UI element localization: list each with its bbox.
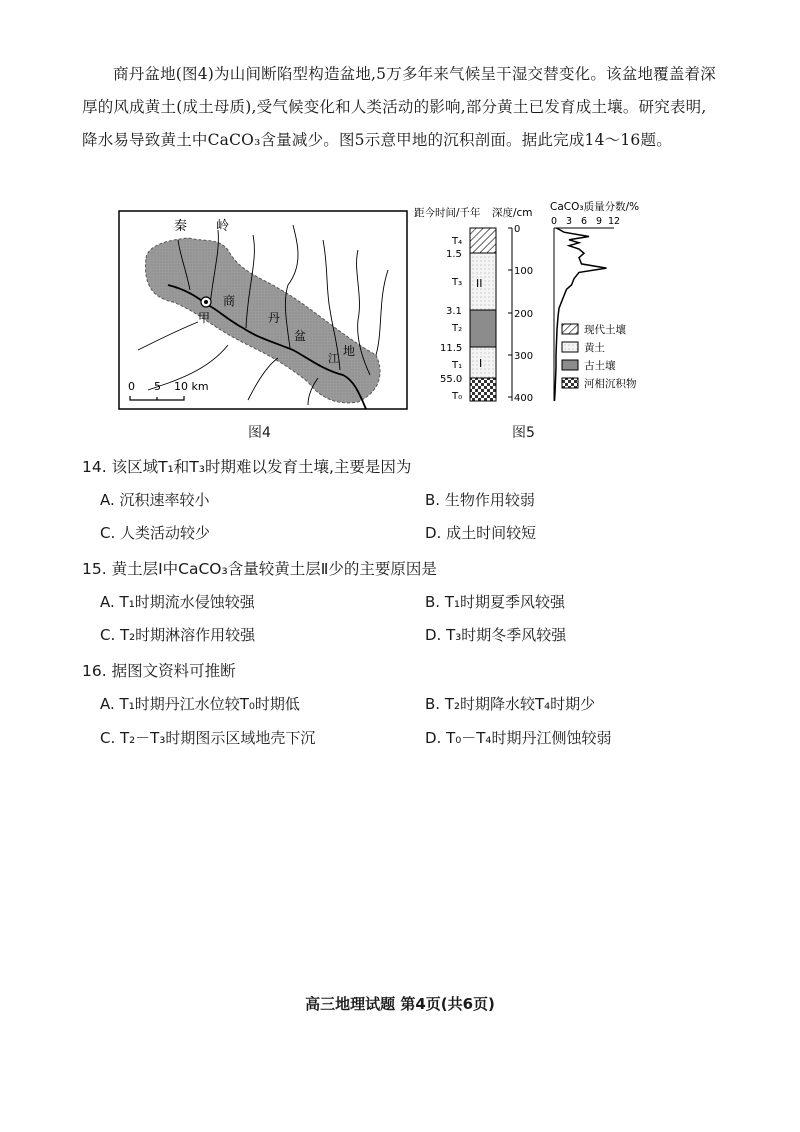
svg-text:0: 0: [551, 216, 558, 227]
svg-text:5: 5: [154, 380, 161, 393]
svg-text:9: 9: [596, 216, 603, 227]
label-jiang: 江: [328, 352, 339, 365]
q14-option-a[interactable]: A. 沉积速率较小: [100, 491, 210, 509]
caco3-axis: [551, 216, 620, 401]
svg-text:55.0: 55.0: [440, 374, 463, 385]
q15-option-c[interactable]: C. T₂时期淋溶作用较强: [100, 626, 256, 644]
label-dan-map: 丹: [268, 311, 281, 325]
svg-text:0: 0: [514, 224, 521, 235]
legend-fluvial: 河相沉积物: [584, 378, 637, 390]
svg-text:T₂: T₂: [452, 323, 463, 334]
intro-paragraph: 商丹盆地(图4)为山间断陷型构造盆地,5万多年来气候呈干湿交替变化。该盆地覆盖着深厚的风成黄土(成土母质),受气候变化和人类活动的影响,部分黄土已发育成土壤。研究表明,降水易导致黄土中CaCO₃含量减少。图5示意甲地的沉积剖面。据此完成14～16题。: [82, 65, 716, 149]
site-jia-marker: [201, 297, 211, 307]
svg-text:T₄: T₄: [452, 236, 463, 247]
header-depth: 深度/cm: [492, 207, 533, 219]
label-qin: 秦: [174, 219, 188, 234]
layer-loess-lower: [470, 347, 496, 378]
layer-label-II: II: [476, 277, 483, 290]
depth-axis: [508, 224, 533, 404]
figure4-caption: 图4: [248, 425, 271, 441]
figure5-caption: 图5: [512, 425, 535, 441]
svg-text:12: 12: [608, 216, 621, 227]
svg-text:400: 400: [514, 393, 534, 404]
q14-option-b[interactable]: B. 生物作用较弱: [425, 491, 535, 509]
q15-option-a[interactable]: A. T₁时期流水侵蚀较强: [100, 593, 255, 611]
svg-text:100: 100: [514, 266, 534, 277]
legend-modern-soil: 现代土壤: [584, 324, 626, 336]
figure4-map: [118, 210, 408, 410]
legend-loess: 黄土: [584, 342, 605, 354]
q14-option-d[interactable]: D. 成土时间较短: [425, 524, 537, 542]
svg-text:T₃: T₃: [452, 277, 463, 288]
label-site-jia: 甲: [198, 311, 211, 325]
header-caco3: CaCO₃质量分数/%: [550, 201, 640, 213]
layer-loess-upper: [470, 253, 496, 310]
question-16-stem: 16. 据图文资料可推断: [82, 662, 236, 680]
q15-option-b[interactable]: B. T₁时期夏季风较强: [425, 593, 566, 611]
q16-option-a[interactable]: A. T₁时期丹江水位较T₀时期低: [100, 695, 300, 713]
svg-text:200: 200: [514, 309, 534, 320]
svg-text:1.5: 1.5: [446, 249, 462, 260]
time-axis: [440, 236, 462, 402]
layer-fluvial: [470, 378, 496, 401]
svg-text:3: 3: [566, 216, 573, 227]
label-di: 地: [343, 344, 356, 358]
svg-text:3.1: 3.1: [446, 306, 462, 317]
svg-text:T₁: T₁: [452, 360, 463, 371]
q16-option-c[interactable]: C. T₂－T₃时期图示区域地壳下沉: [100, 729, 316, 747]
svg-text:11.5: 11.5: [440, 343, 463, 354]
layer-modern-soil: [470, 228, 496, 253]
layer-label-I: I: [479, 357, 483, 370]
question-15-stem: 15. 黄土层Ⅰ中CaCO₃含量较黄土层Ⅱ少的主要原因是: [82, 560, 437, 578]
svg-text:0: 0: [128, 380, 135, 393]
layer-paleosol: [470, 310, 496, 347]
question-14-stem: 14. 该区域T₁和T₃时期难以发育土壤,主要是因为: [82, 458, 412, 476]
figure5-profile: [412, 200, 672, 425]
label-pen: 盆: [294, 329, 307, 343]
q15-option-d[interactable]: D. T₃时期冬季风较强: [425, 626, 567, 644]
header-time: 距今时间/千年: [414, 207, 481, 219]
q16-option-b[interactable]: B. T₂时期降水较T₄时期少: [425, 695, 596, 713]
legend-paleosol: 古土壤: [584, 360, 616, 372]
legend: [562, 323, 637, 390]
q16-option-d[interactable]: D. T₀－T₄时期丹江侧蚀较弱: [425, 729, 612, 747]
label-ling: 岭: [216, 219, 230, 234]
caco3-curve: [555, 228, 607, 401]
svg-text:6: 6: [581, 216, 588, 227]
svg-text:10 km: 10 km: [174, 380, 209, 393]
page-footer: 高三地理试题 第4页(共6页): [305, 995, 495, 1013]
svg-text:300: 300: [514, 351, 534, 362]
svg-text:T₀: T₀: [452, 391, 463, 402]
label-shang: 商: [223, 294, 236, 308]
q14-option-c[interactable]: C. 人类活动较少: [100, 524, 211, 542]
